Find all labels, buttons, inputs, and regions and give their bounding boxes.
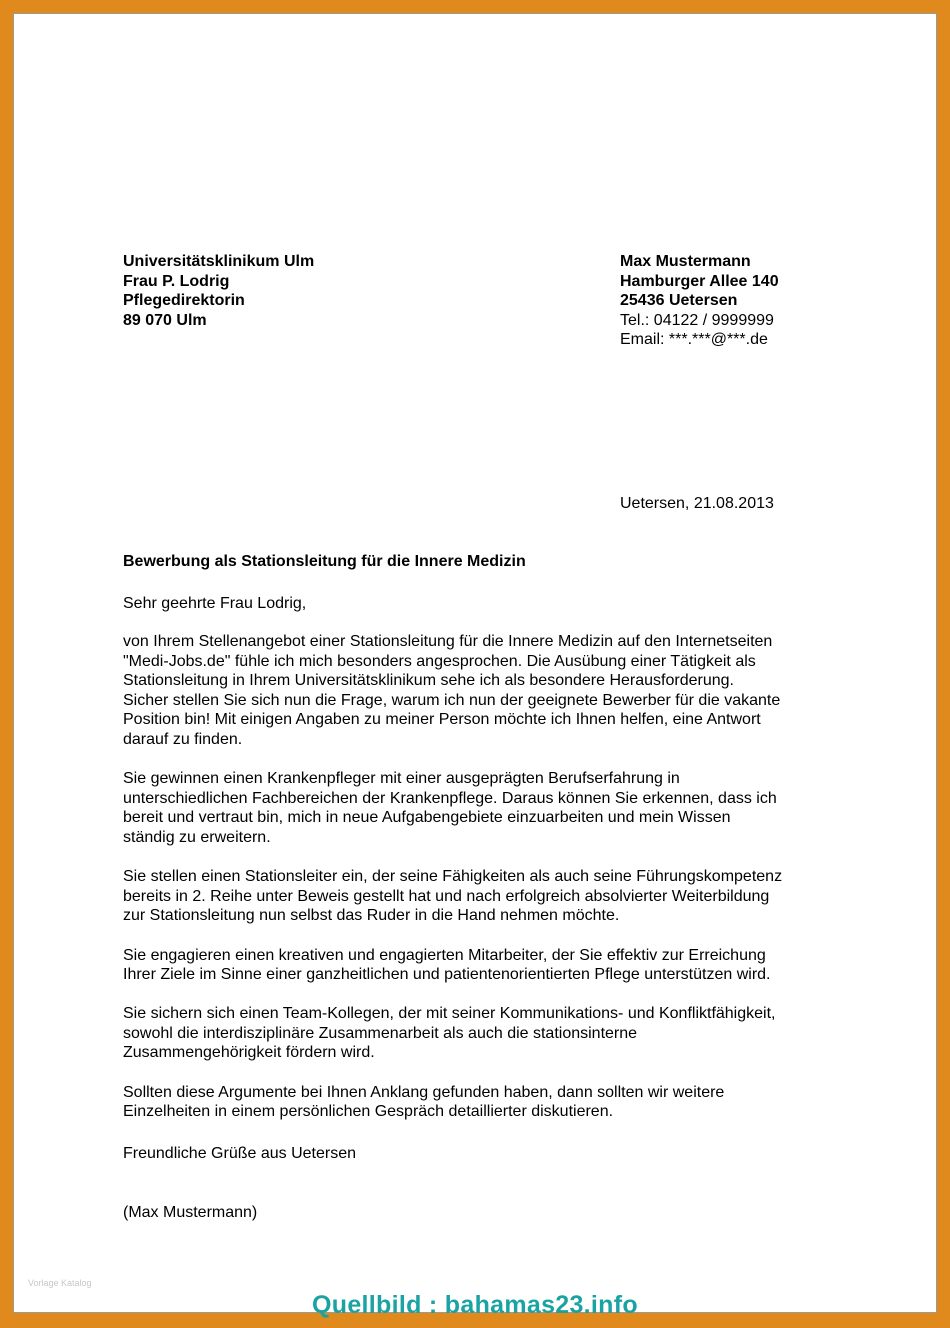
- recipient-line: Pflegedirektorin: [123, 292, 245, 310]
- letter-salutation: Sehr geehrte Frau Lodrig,: [123, 595, 307, 612]
- letter-signature: (Max Mustermann): [123, 1204, 258, 1221]
- body-paragraph: Sollten diese Argumente bei Ihnen Anklang gefunden haben, dann sollten wir weitere Einzelheiten in einem persönlichen Gespräch detaillierter diskutieren.: [123, 1083, 725, 1121]
- recipient-line: Universitätsklinikum Ulm: [123, 253, 315, 270]
- watermark-text: Vorlage Katalog: [28, 1278, 92, 1288]
- sender-address: [620, 252, 779, 350]
- letter-date: Uetersen, 21.08.2013: [620, 495, 774, 512]
- letter-page: [13, 13, 937, 1313]
- recipient-line: 89 070 Ulm: [123, 311, 207, 329]
- body-paragraph: Sie stellen einen Stationsleiter ein, der seine Fähigkeiten als auch seine Führungskompetenz bereits in 2. Reihe unter Beweis gestellt hat und nach erfolgreich absolvierter Weiterbildung zur Stationsleitung nun selbst das Ruder in die Hand nehmen möchte.: [123, 868, 783, 925]
- body-paragraph: Sie engagieren einen kreativen und engagierten Mitarbeiter, der Sie effektiv zur Erreichung Ihrer Ziele im Sinne einer ganzheitlichen und patientenorientierten Pflege unterstützen wird.: [123, 946, 771, 984]
- sender-name: Max Mustermann: [620, 253, 751, 270]
- body-paragraph: Sie sichern sich einen Team-Kollegen, der mit seiner Kommunikations- und Konfliktfähigkeit, sowohl die interdisziplinäre Zusammenarbeit als auch die stationsinterne Zusammengehörigkeit fördern wird.: [123, 1005, 776, 1062]
- recipient-line: Frau P. Lodrig: [123, 272, 230, 290]
- letter-subject: Bewerbung als Stationsleitung für die Innere Medizin: [123, 553, 526, 570]
- body-paragraph: Sie gewinnen einen Krankenpfleger mit einer ausgeprägten Berufserfahrung in unterschiedlichen Fachbereichen der Krankenpflege. Daraus können Sie erkennen, dass ich bereit und vertraut bin, mich in neue Aufgabengebiete einzuarbeiten und mein Wissen ständig zu erweitern.: [123, 770, 777, 846]
- sender-city: 25436 Uetersen: [620, 292, 738, 310]
- body-paragraph: von Ihrem Stellenangebot einer Stationsleitung für die Innere Medizin auf den Internetseiten "Medi-Jobs.de" fühle ich mich besonders angesprochen. Die Ausübung einer Tätigkeit als Stationsleitung in Ihrem Universitätsklinikum sehe ich als besondere Herausforderung. Sicher stellen Sie sich nun die Frage, warum ich nun der geeignete Bewerber für die vakante Position bin! Mit einigen Angaben zu meiner Person möchte ich Ihnen helfen, eine Antwort darauf zu finden.: [123, 633, 781, 748]
- letter-closing: Freundliche Grüße aus Uetersen: [123, 1145, 356, 1162]
- recipient-address: [123, 252, 314, 330]
- sender-street: Hamburger Allee 140: [620, 272, 779, 290]
- letter-body: [123, 632, 843, 1141]
- source-caption: Quellbild : bahamas23.info: [312, 1291, 638, 1319]
- sender-email: Email: ***.***@***.de: [620, 331, 768, 349]
- sender-phone: Tel.: 04122 / 9999999: [620, 311, 774, 329]
